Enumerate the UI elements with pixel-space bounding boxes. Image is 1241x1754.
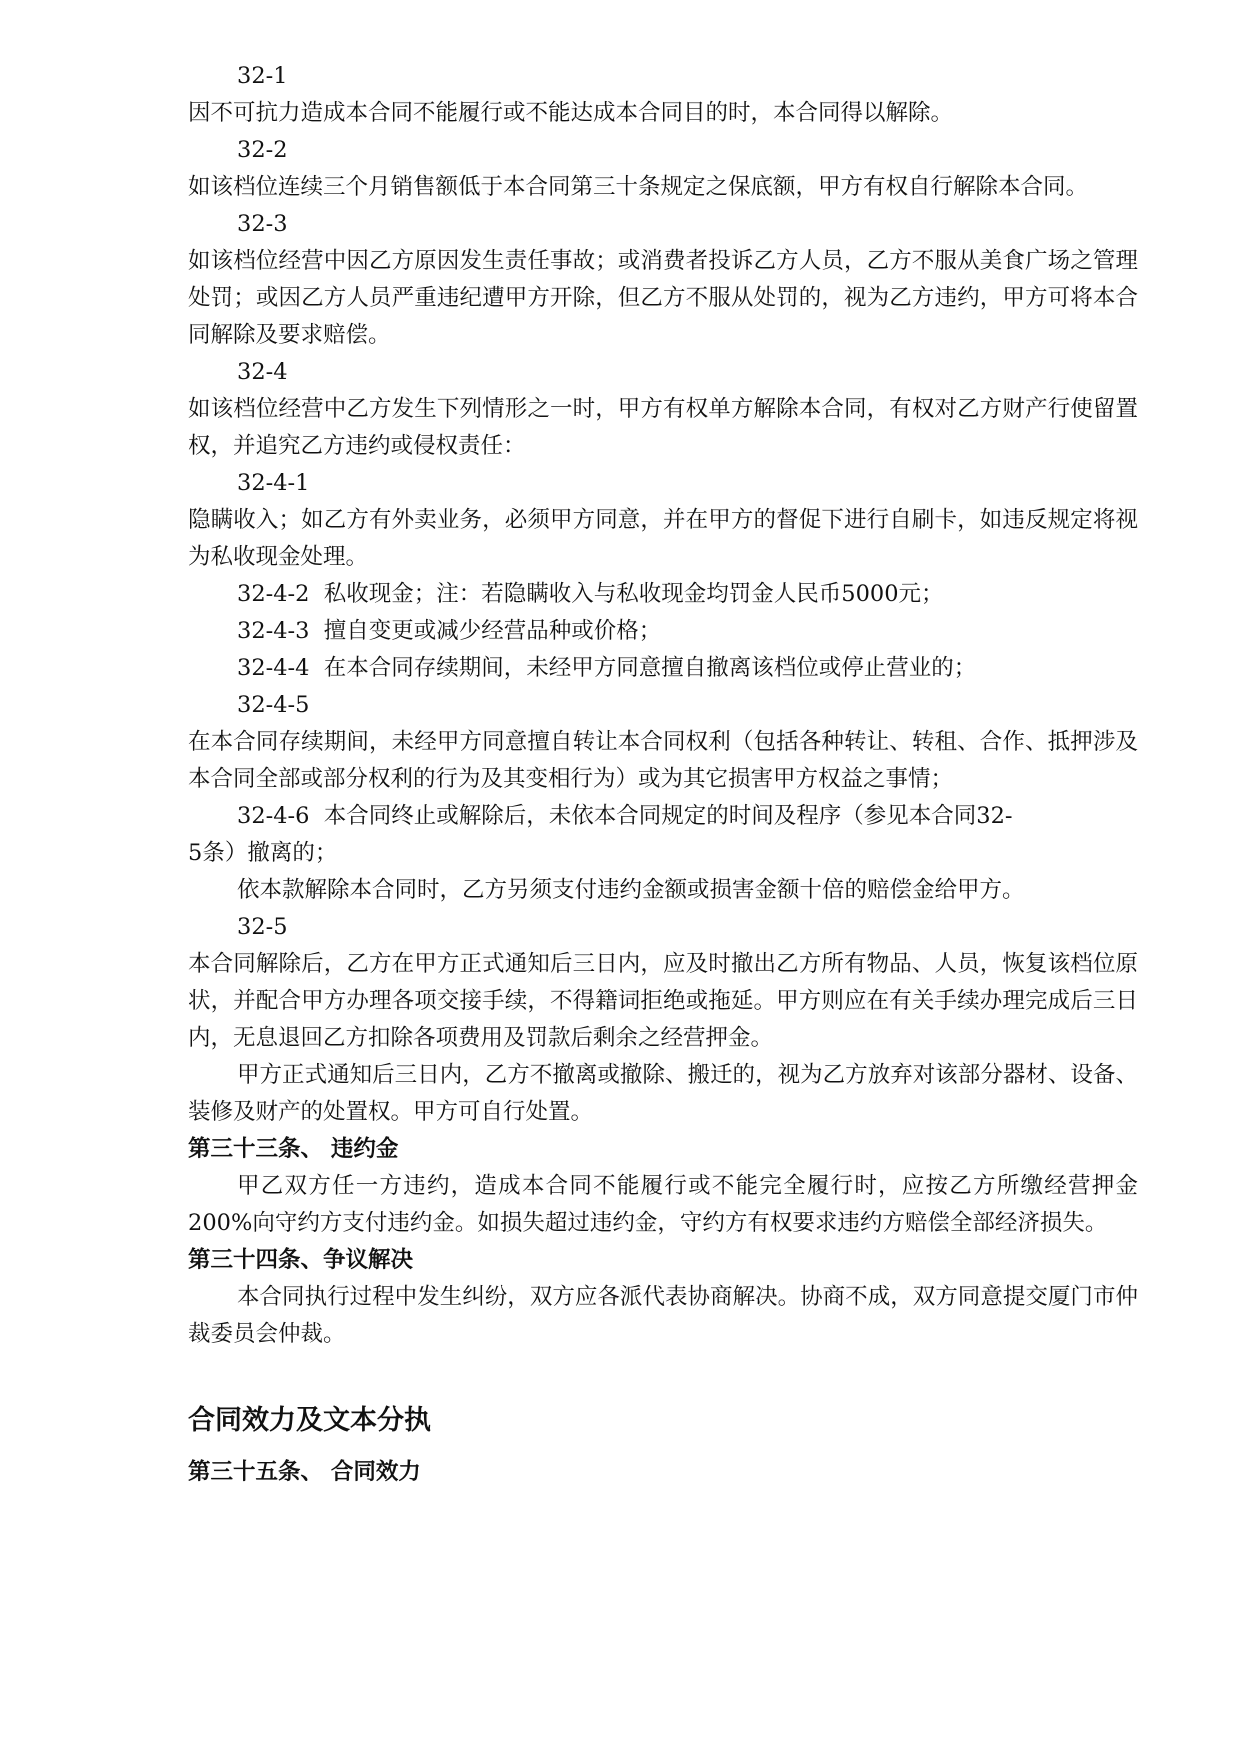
article-34-heading: 第三十四条、争议解决 — [188, 1247, 414, 1273]
clause-32-4-3 — [188, 613, 1138, 650]
clause-text-32-3: 如该档位经营中因乙方原因发生责任事故；或消费者投诉乙方人员，乙方不服从美食广场之管理处罚；或因乙方人员严重违纪遭甲方开除，但乙方不服从处罚的，视为乙方违约，甲方可将本合同解除及要求赔偿。 — [188, 248, 1138, 348]
clause-number-32-1: 32-1 — [237, 63, 288, 89]
contract-page — [188, 58, 1138, 1491]
clause-text-32-5: 本合同解除后，乙方在甲方正式通知后三日内，应及时撤出乙方所有物品、人员，恢复该档位原状，并配合甲方办理各项交接手续，不得籍词拒绝或拖延。甲方则应在有关手续办理完成后三日内，无息退回乙方扣除各项费用及罚款后剩余之经营押金。 — [188, 951, 1138, 1051]
clause-number-32-4-5: 32-4-5 — [237, 692, 310, 718]
clause-32-4-6 — [188, 798, 1138, 835]
section-title: 合同效力及文本分执 — [188, 1405, 431, 1436]
clause-number-32-4-3: 32-4-3 — [237, 618, 310, 644]
clause-number-32-4-6: 32-4-6 — [237, 803, 310, 829]
clause-text-32-4-6-line1: 本合同终止或解除后，未依本合同规定的时间及程序（参见本合同32- — [323, 803, 1013, 829]
article-33-heading: 第三十三条、 违约金 — [188, 1136, 399, 1162]
clause-text-32-5-second: 甲方正式通知后三日内，乙方不撤离或撤除、搬迁的，视为乙方放弃对该部分器材、设备、装修及财产的处置权。甲方可自行处置。 — [188, 1062, 1138, 1125]
clause-text-32-4-4: 在本合同存续期间，未经甲方同意擅自撤离该档位或停止营业的； — [323, 655, 977, 681]
clause-number-32-3: 32-3 — [237, 211, 288, 237]
clause-text-32-4-3: 擅自变更或减少经营品种或价格； — [323, 618, 662, 644]
clause-text-32-4: 如该档位经营中乙方发生下列情形之一时，甲方有权单方解除本合同，有权对乙方财产行使留置权，并追究乙方违约或侵权责任： — [188, 396, 1138, 459]
clause-32-4-2 — [188, 576, 1138, 613]
clause-number-32-5: 32-5 — [237, 914, 288, 940]
clause-number-32-4-4: 32-4-4 — [237, 655, 310, 681]
clause-number-32-2: 32-2 — [237, 137, 288, 163]
clause-32-4-note: 依本款解除本合同时，乙方另须支付违约金额或损害金额十倍的赔偿金给甲方。 — [237, 877, 1025, 903]
clause-number-32-4: 32-4 — [237, 359, 288, 385]
clause-text-32-2: 如该档位连续三个月销售额低于本合同第三十条规定之保底额，甲方有权自行解除本合同。 — [188, 174, 1089, 200]
clause-text-32-4-1: 隐瞒收入；如乙方有外卖业务，必须甲方同意，并在甲方的督促下进行自刷卡，如违反规定将视为私收现金处理。 — [188, 507, 1138, 570]
clause-number-32-4-2: 32-4-2 — [237, 581, 310, 607]
clause-text-32-4-2: 私收现金；注：若隐瞒收入与私收现金均罚金人民币5000元； — [323, 581, 944, 607]
clause-number-32-4-1: 32-4-1 — [237, 470, 310, 496]
clause-32-4-4 — [188, 650, 1138, 687]
article-33-text: 甲乙双方任一方违约，造成本合同不能履行或不能完全履行时，应按乙方所缴经营押金200%向守约方支付违约金。如损失超过违约金，守约方有权要求违约方赔偿全部经济损失。 — [188, 1173, 1138, 1236]
clause-text-32-4-5: 在本合同存续期间，未经甲方同意擅自转让本合同权利（包括各种转让、转租、合作、抵押涉及本合同全部或部分权利的行为及其变相行为）或为其它损害甲方权益之事情； — [188, 729, 1138, 792]
article-34-text: 本合同执行过程中发生纠纷，双方应各派代表协商解决。协商不成，双方同意提交厦门市仲裁委员会仲裁。 — [188, 1284, 1138, 1347]
clause-text-32-1: 因不可抗力造成本合同不能履行或不能达成本合同目的时，本合同得以解除。 — [188, 100, 954, 126]
article-35-heading: 第三十五条、 合同效力 — [188, 1459, 421, 1485]
clause-text-32-4-6-line2: 5条）撤离的； — [188, 840, 338, 866]
